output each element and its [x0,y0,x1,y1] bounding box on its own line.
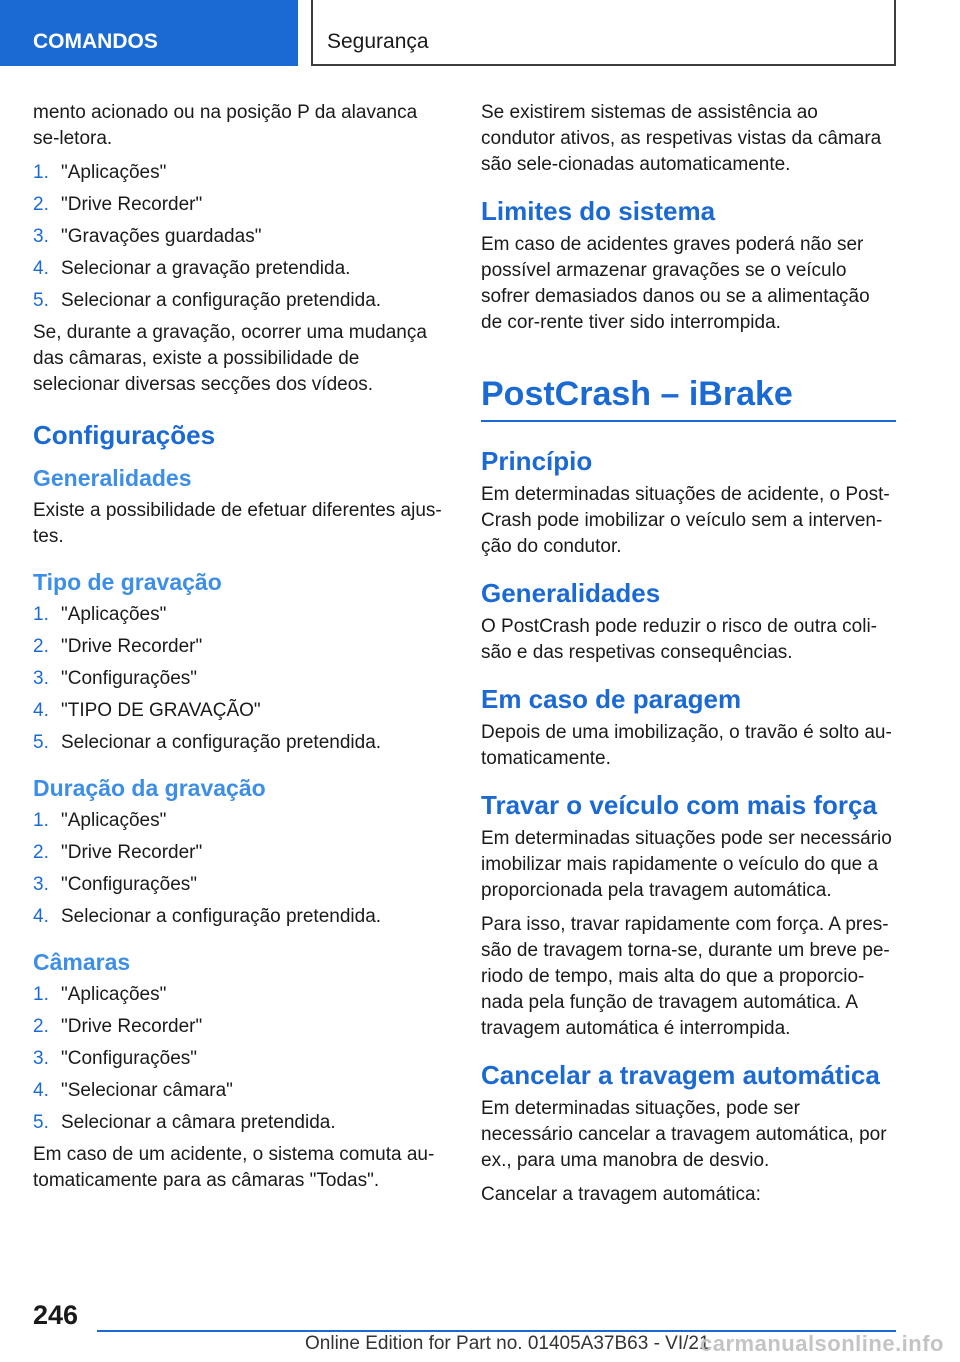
heading-travar: Travar o veículo com mais força [481,790,877,820]
list-item-number: 2. [33,842,49,863]
list-item [33,256,448,282]
cancelar-paragraph-2: Cancelar a travagem automática: [481,1184,761,1205]
heading-duracao-gravacao: Duração da gravação [33,775,266,801]
camaras-paragraph: Em caso de um acidente, o sistema comuta au-tomaticamente para as câmaras "Todas". [33,1144,435,1191]
list-item-number: 3. [33,1048,49,1069]
topic-header: Segurança [311,0,896,66]
list-item-text: "Drive Recorder" [61,636,203,657]
list-item-text: Selecionar a configuração pretendida. [61,732,382,753]
intro-paragraph: mento acionado ou na posição P da alavanca se-letora. [33,102,418,149]
list-item [33,808,448,834]
section-tab: COMANDOS [0,0,298,66]
list-item [33,872,448,898]
list-item [33,666,448,692]
list-item-text: Selecionar a configuração pretendida. [61,290,382,311]
list-item-number: 3. [33,874,49,895]
list-item-number: 1. [33,162,49,183]
list-item-number: 4. [33,906,49,927]
list-item [33,634,448,660]
list-item-text: "TIPO DE GRAVAÇÃO" [61,700,261,721]
list-item [33,288,448,314]
right-column [481,100,896,1216]
list-item-text: "Gravações guardadas" [61,226,262,247]
list-item-number: 5. [33,1112,49,1133]
list-item [33,160,448,186]
heading-generalidades: Generalidades [33,465,192,491]
list-item-number: 2. [33,636,49,657]
list-item-text: "Aplicações" [61,810,167,831]
list-item-number: 2. [33,1016,49,1037]
heading-configuracoes: Configurações [33,420,216,450]
edition-footer: Online Edition for Part no. 01405A37B63 - VI/21 [305,1333,710,1354]
list-item-number: 3. [33,226,49,247]
list-item-number: 1. [33,810,49,831]
steps-list-duracao [33,808,448,930]
travar-paragraph-1: Em determinadas situações pode ser necessário imobilizar mais rapidamente o veículo do que a proporcionada pela travagem automática. [481,828,892,901]
cancelar-paragraph-1: Em determinadas situações, pode ser necessário cancelar a travagem automática, por ex., para uma manobra de desvio. [481,1098,887,1171]
cameras-change-paragraph: Se, durante a gravação, ocorrer uma mudança das câmaras, existe a possibilidade de selecionar diversas secções dos vídeos. [33,322,427,395]
list-item-text: Selecionar a configuração pretendida. [61,906,382,927]
generalidades-right-paragraph: O PostCrash pode reduzir o risco de outra coli-são e das respetivas consequências. [481,616,878,663]
list-item [33,698,448,724]
list-item-number: 2. [33,194,49,215]
heading-generalidades-right: Generalidades [481,578,661,608]
list-item-number: 4. [33,258,49,279]
list-item [33,192,448,218]
list-item-number: 4. [33,700,49,721]
heading-principio: Princípio [481,446,593,476]
list-item-text: "Drive Recorder" [61,1016,203,1037]
list-item [33,1014,448,1040]
list-item-text: "Drive Recorder" [61,194,203,215]
list-item-text: "Selecionar câmara" [61,1080,233,1101]
principio-paragraph: Em determinadas situações de acidente, o Post-Crash pode imobilizar o veículo sem a interven-ção do condutor. [481,484,890,557]
list-item-text: Selecionar a gravação pretendida. [61,258,351,279]
heading-tipo-gravacao: Tipo de gravação [33,569,222,595]
list-item [33,840,448,866]
steps-list-a [33,160,448,314]
list-item-text: "Aplicações" [61,604,167,625]
list-item-number: 1. [33,604,49,625]
list-item-text: "Aplicações" [61,162,167,183]
steps-list-camaras [33,982,448,1136]
heading-limites: Limites do sistema [481,196,716,226]
page-number: 246 [33,1300,79,1330]
list-item-text: "Configurações" [61,668,198,689]
steps-list-tipo [33,602,448,756]
paragem-paragraph: Depois de uma imobilização, o travão é solto au-tomaticamente. [481,722,892,769]
list-item-text: "Aplicações" [61,984,167,1005]
list-item [33,982,448,1008]
list-item [33,602,448,628]
list-item [33,1046,448,1072]
left-column [33,100,448,1202]
assist-paragraph: Se existirem sistemas de assistência ao condutor ativos, as respetivas vistas da câmara são sele-cionadas automaticamente. [481,102,882,175]
heading-camaras: Câmaras [33,949,131,975]
list-item-text: "Drive Recorder" [61,842,203,863]
list-item [33,904,448,930]
heading-paragem: Em caso de paragem [481,684,742,714]
heading-cancelar: Cancelar a travagem automática [481,1060,880,1090]
watermark: carmanualsonline.info [700,1331,944,1356]
list-item [33,1078,448,1104]
travar-paragraph-2: Para isso, travar rapidamente com força. A pres-são de travagem torna-se, durante um breve pe-riodo de tempo, mais alta do que a proporcio-nada pela função de travagem automática. A travagem automática é interrompida. [481,914,890,1039]
list-item [33,224,448,250]
limites-paragraph: Em caso de acidentes graves poderá não ser possível armazenar gravações se o veículo sofrer demasiados danos ou se a alimentação de cor-rente tiver sido interrompida. [481,234,870,333]
list-item-text: "Configurações" [61,1048,198,1069]
list-item-number: 5. [33,290,49,311]
generalidades-paragraph: Existe a possibilidade de efetuar diferentes ajus-tes. [33,500,442,547]
list-item-number: 1. [33,984,49,1005]
list-item-text: Selecionar a câmara pretendida. [61,1112,336,1133]
list-item [33,730,448,756]
heading-postcrash: PostCrash – iBrake [481,374,896,422]
list-item-number: 5. [33,732,49,753]
list-item-number: 3. [33,668,49,689]
list-item [33,1110,448,1136]
list-item-number: 4. [33,1080,49,1101]
list-item-text: "Configurações" [61,874,198,895]
